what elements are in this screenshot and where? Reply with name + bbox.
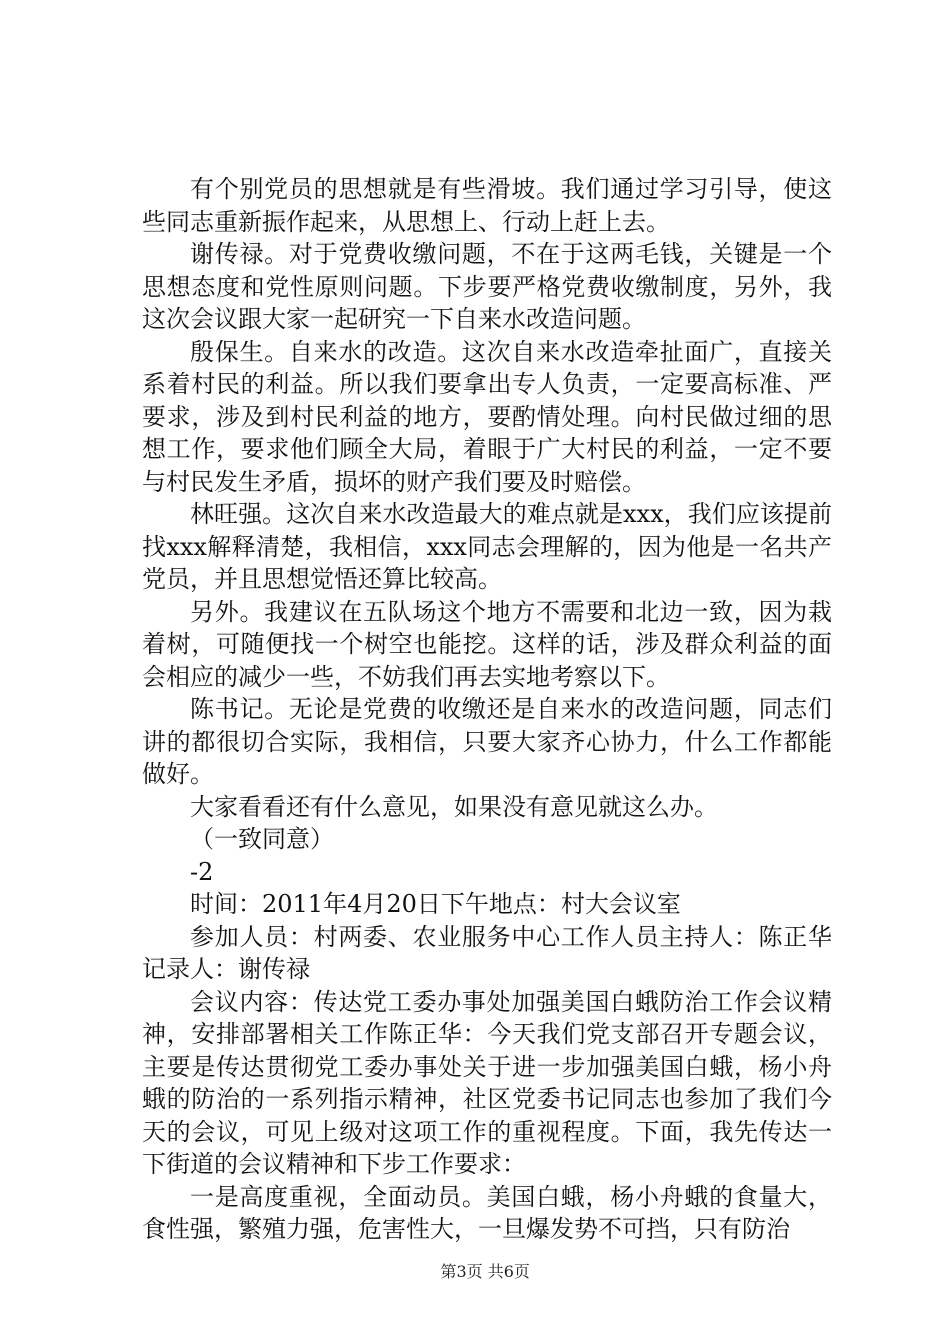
paragraph-6: 陈书记。无论是党费的收缴还是自来水的改造问题，同志们讲的都很切合实际，我相信，只要大家齐心协力，什么工作都能做好。 [142,695,832,788]
paragraph-1: 有个别党员的思想就是有些滑坡。我们通过学习引导，使这些同志重新振作起来，从思想上、行动上赶上去。 [142,175,832,236]
paragraph-3: 殷保生。自来水的改造。这次自来水改造牵扯面广，直接关系着村民的利益。所以我们要拿出专人负责，一定要高标准、严要求，涉及到村民利益的地方，要酌情处理。向村民做过细的思想工作，要求他们顾全大局，着眼于广大村民的利益，一定不要与村民发生矛盾，损坏的财产我们要及时赔偿。 [142,337,832,496]
document-body [142,173,832,1246]
paragraph-13: 一是高度重视，全面动员。美国白蛾，杨小舟蛾的食量大，食性强，繁殖力强，危害性大，一旦爆发势不可挡，只有防治 [142,1182,832,1243]
paragraph-11: 参加人员：村两委、农业服务中心工作人员主持人：陈正华记录人：谢传禄 [142,922,832,983]
paragraph-9: -2 [190,857,214,886]
paragraph-2: 谢传禄。对于党费收缴问题，不在于这两毛钱，关键是一个思想态度和党性原则问题。下步要严格党费收缴制度，另外，我这次会议跟大家一起研究一下自来水改造问题。 [142,240,832,333]
paragraph-7: 大家看看还有什么意见，如果没有意见就这么办。 [190,792,718,821]
paragraph-4: 林旺强。这次自来水改造最大的难点就是xxx，我们应该提前找xxx解释清楚，我相信，xxx同志会理解的，因为他是一名共产党员，并且思想觉悟还算比较高。 [142,500,832,593]
page-footer [0,1240,950,1301]
page-number-label: 第3页 共6页 [440,1262,530,1281]
paragraph-10: 时间：2011年4月20日下午地点：村大会议室 [190,890,681,918]
paragraph-8: （一致同意） [190,825,334,853]
paragraph-12: 会议内容：传达党工委办事处加强美国白蛾防治工作会议精神，安排部署相关工作陈正华：今天我们党支部召开专题会议，主要是传达贯彻党工委办事处关于进一步加强美国白蛾，杨小舟蛾的防治的一系列指示精神，社区党委书记同志也参加了我们今天的会议，可见上级对这项工作的重视程度。下面，我先传达一下街道的会议精神和下步工作要求： [142,987,832,1178]
paragraph-5: 另外。我建议在五队场这个地方不需要和北边一致，因为栽着树，可随便找一个树空也能挖。这样的话，涉及群众利益的面会相应的减少一些，不妨我们再去实地考察以下。 [142,597,832,691]
